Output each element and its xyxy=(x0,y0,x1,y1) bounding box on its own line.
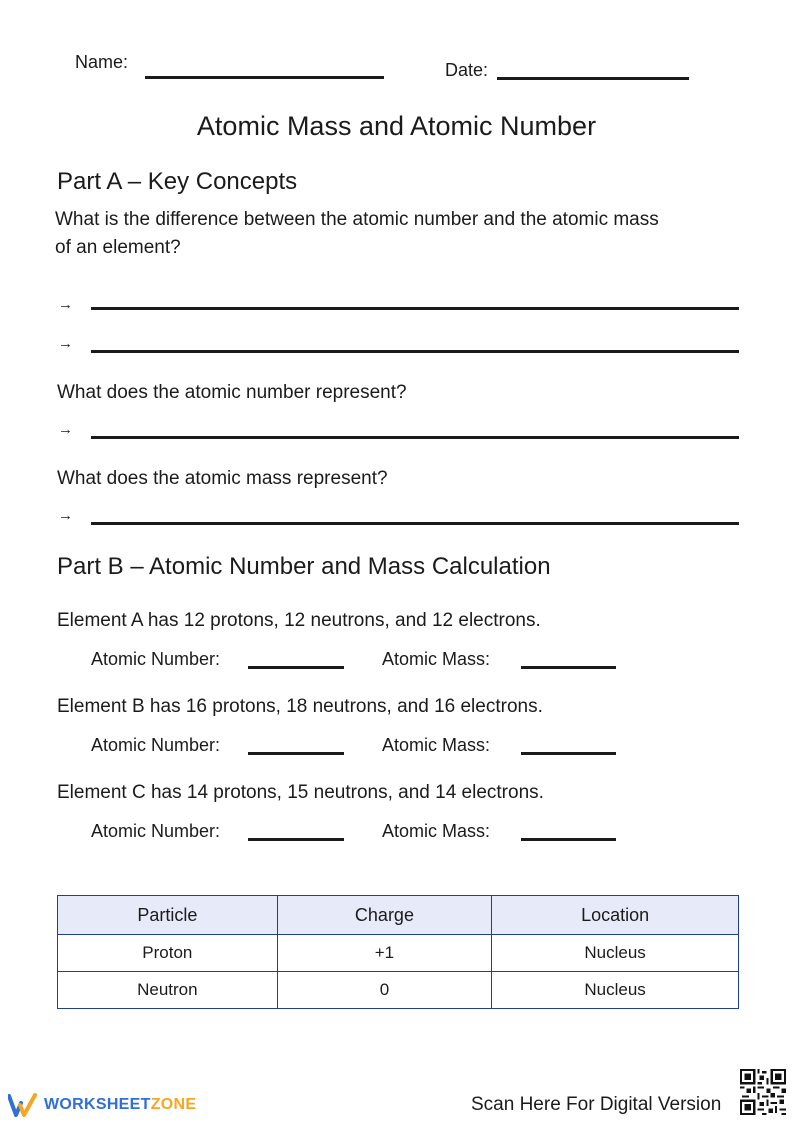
answer-line-3[interactable] xyxy=(91,436,739,439)
atomic-mass-input[interactable] xyxy=(521,838,616,841)
answer-line-2[interactable] xyxy=(91,350,739,353)
question-1-line-1: What is the difference between the atomic number and the atomic mass xyxy=(55,209,659,230)
element-a-text: Element A has 12 protons, 12 neutrons, and 12 electrons. xyxy=(57,610,541,631)
question-1-line-2: of an element? xyxy=(55,237,181,258)
atomic-number-input[interactable] xyxy=(248,666,344,669)
table-cell: Proton xyxy=(58,935,278,972)
atomic-number-input[interactable] xyxy=(248,752,344,755)
arrow-icon: → xyxy=(58,507,73,524)
atomic-number-label: Atomic Number: xyxy=(91,649,221,669)
worksheetzone-logo-icon xyxy=(8,1092,38,1118)
table-cell: +1 xyxy=(277,935,492,972)
answer-line-4[interactable] xyxy=(91,522,739,525)
particle-table xyxy=(57,895,739,1009)
name-label: Name: xyxy=(75,52,129,72)
element-c-text: Element C has 14 protons, 15 neutrons, and 14 electrons. xyxy=(57,782,544,803)
date-label: Date: xyxy=(445,60,489,80)
atomic-number-label: Atomic Number: xyxy=(91,821,221,841)
table-cell: Neutron xyxy=(58,972,278,1009)
table-header-cell: Particle xyxy=(58,896,278,935)
scan-caption: Scan Here For Digital Version xyxy=(471,1094,722,1115)
atomic-number-label: Atomic Number: xyxy=(91,735,221,755)
logo-text-zone: ZONE xyxy=(150,1096,197,1113)
arrow-icon: → xyxy=(58,335,73,352)
question-3: What does the atomic mass represent? xyxy=(57,468,388,489)
name-input-line[interactable] xyxy=(145,76,384,79)
atomic-mass-label: Atomic Mass: xyxy=(382,735,491,755)
table-cell: Nucleus xyxy=(492,972,739,1009)
table-header-cell: Location xyxy=(492,896,739,935)
arrow-icon: → xyxy=(58,296,73,313)
atomic-mass-label: Atomic Mass: xyxy=(382,821,491,841)
atomic-number-input[interactable] xyxy=(248,838,344,841)
logo-text-worksheet: WORKSHEET xyxy=(44,1096,151,1113)
atomic-mass-label: Atomic Mass: xyxy=(382,649,491,669)
part-b-heading: Part B – Atomic Number and Mass Calculation xyxy=(57,553,551,580)
atomic-mass-input[interactable] xyxy=(521,666,616,669)
part-a-heading: Part A – Key Concepts xyxy=(57,168,298,195)
table-cell: Nucleus xyxy=(492,935,739,972)
answer-line-1[interactable] xyxy=(91,307,739,310)
table-header-cell: Charge xyxy=(277,896,492,935)
table-header-row xyxy=(58,896,739,935)
date-input-line[interactable] xyxy=(497,77,689,80)
worksheetzone-logo-text xyxy=(44,1096,196,1114)
table-row xyxy=(58,972,739,1009)
qr-code-icon[interactable] xyxy=(740,1069,786,1115)
atomic-mass-input[interactable] xyxy=(521,752,616,755)
element-b-text: Element B has 16 protons, 18 neutrons, and 16 electrons. xyxy=(57,696,543,717)
table-cell: 0 xyxy=(277,972,492,1009)
question-2: What does the atomic number represent? xyxy=(57,382,407,403)
arrow-icon: → xyxy=(58,421,73,438)
page-title: Atomic Mass and Atomic Number xyxy=(196,111,597,141)
table-row xyxy=(58,935,739,972)
